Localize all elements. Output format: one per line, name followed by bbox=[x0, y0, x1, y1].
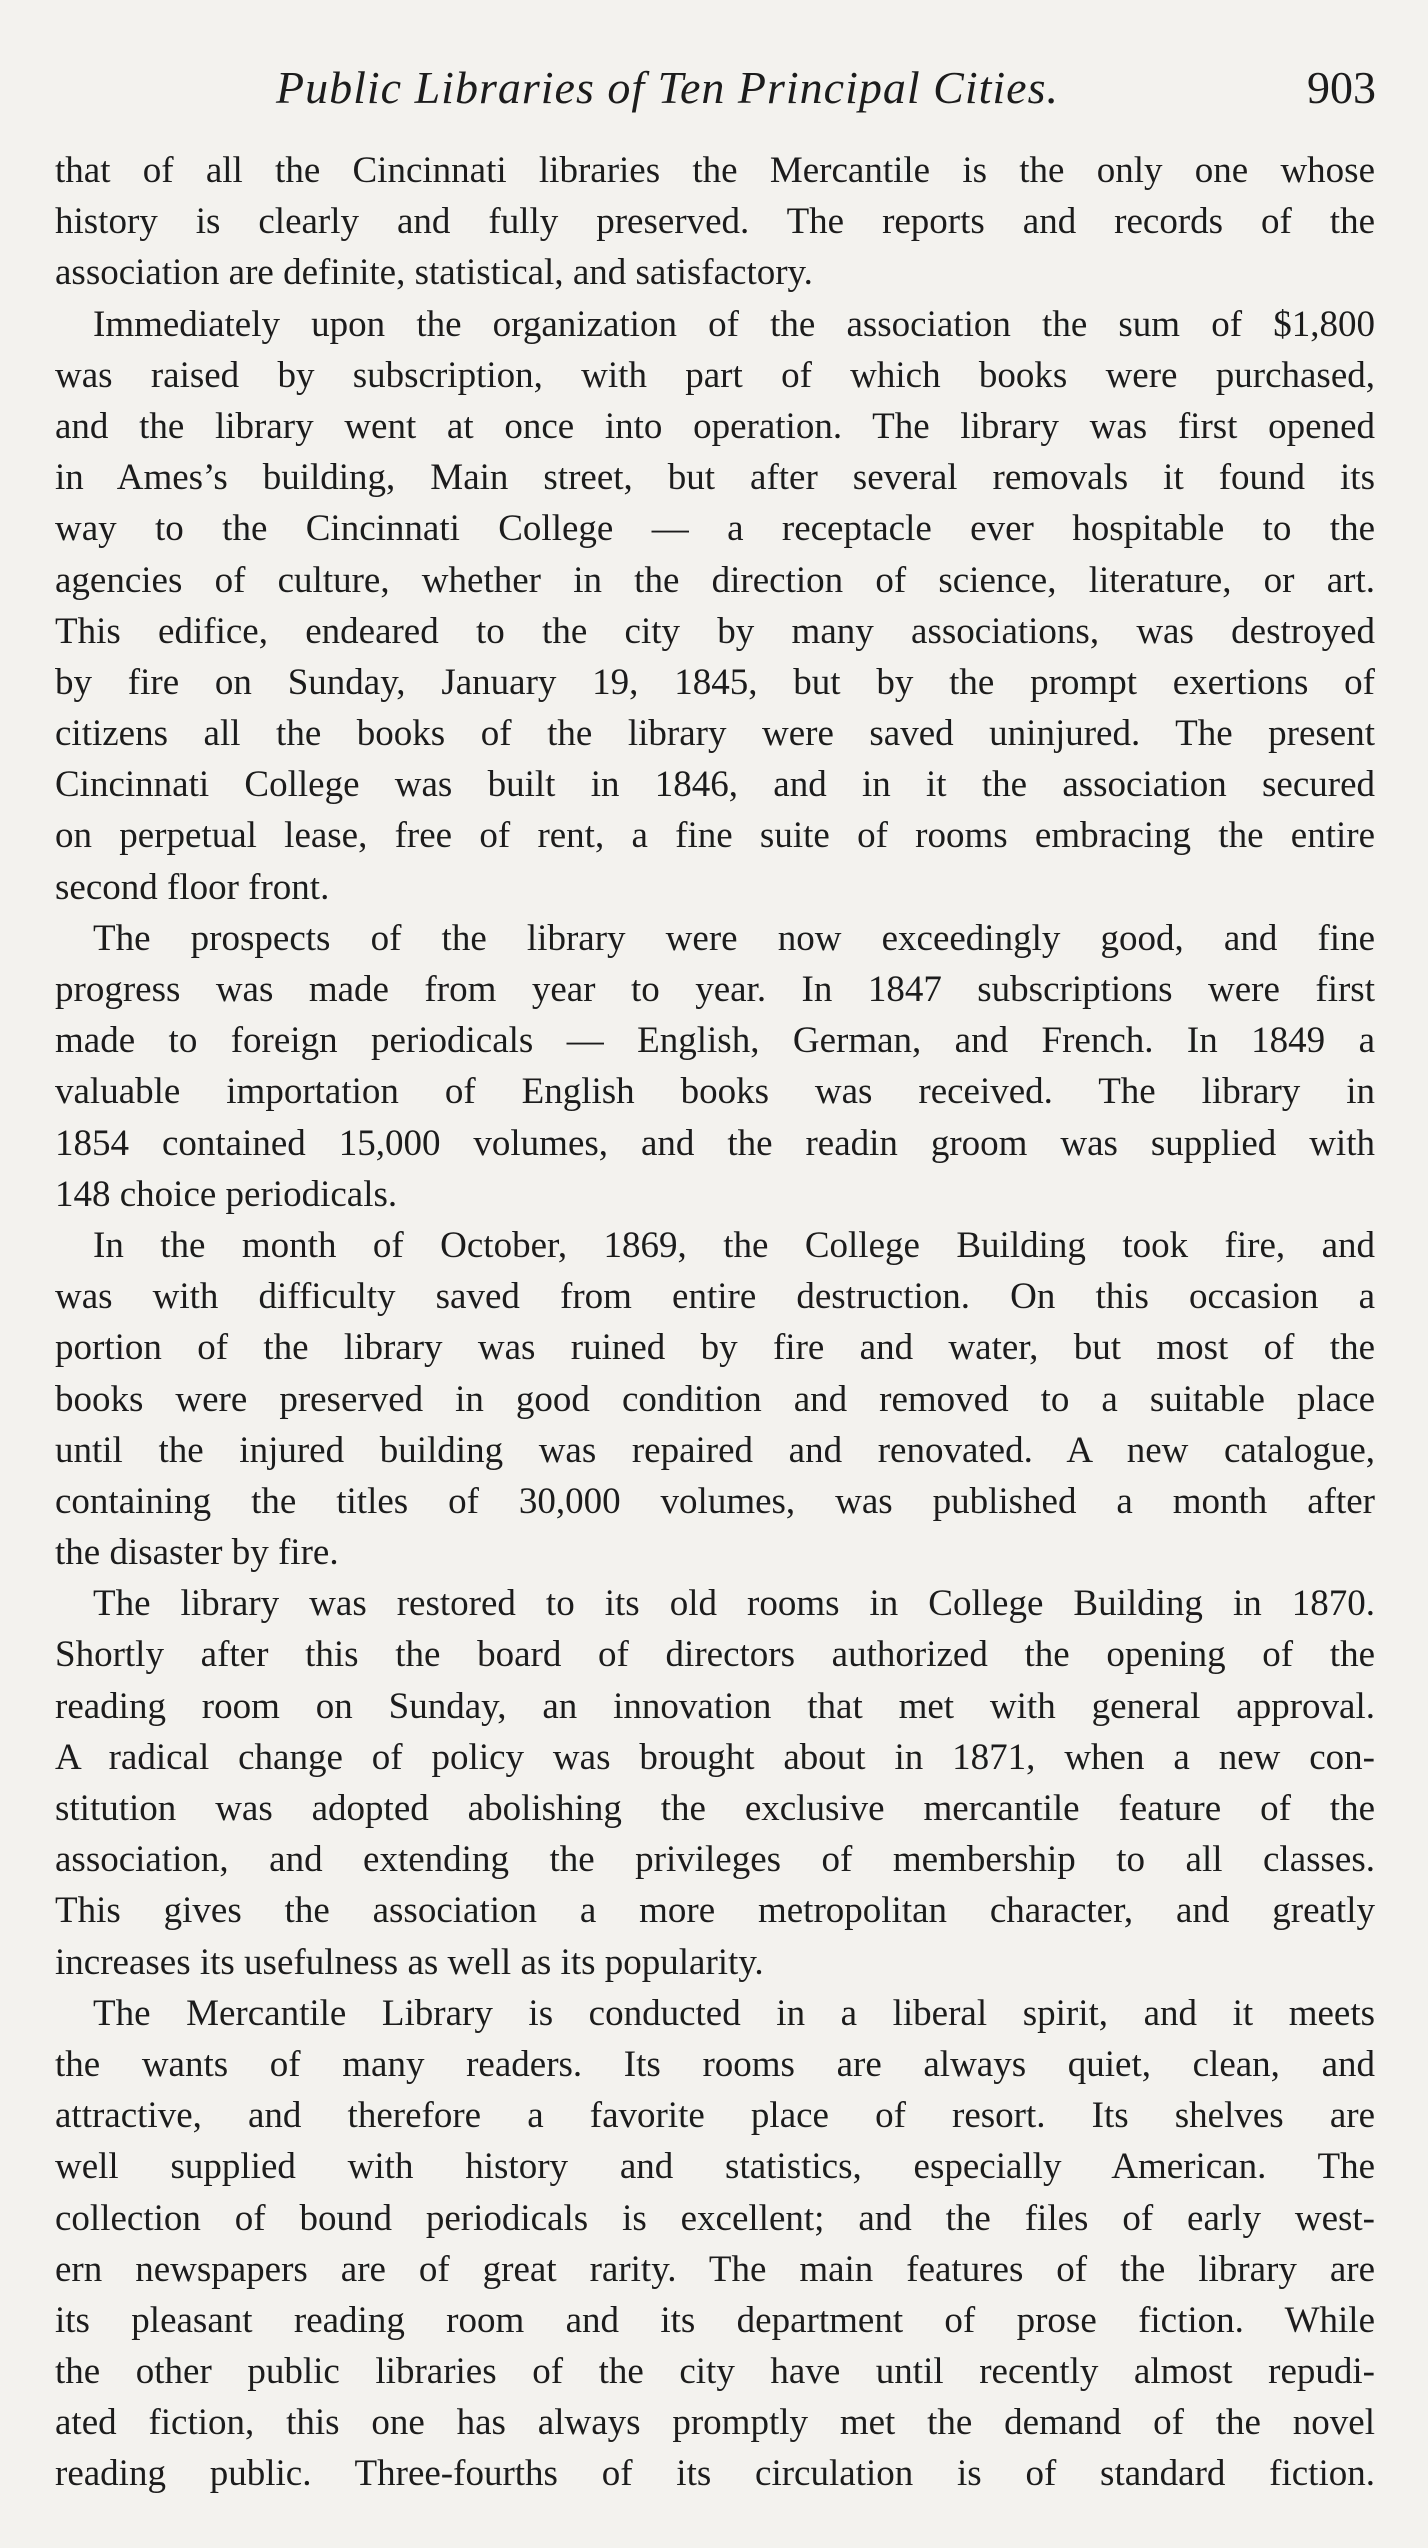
text-line: books were preserved in good condition and removed to a suitable place bbox=[55, 1378, 1375, 1420]
text-line: valuable importation of English books was received. The library in bbox=[55, 1071, 1375, 1113]
text-line: Immediately upon the organization of the association the sum of $1,800 bbox=[93, 303, 1375, 345]
text-line: reading room on Sunday, an innovation that met with general approval. bbox=[55, 1685, 1375, 1727]
text-line: association, and extending the privileges of membership to all classes. bbox=[55, 1839, 1375, 1881]
text-line: was raised by subscription, with part of which books were purchased, bbox=[55, 354, 1375, 396]
text-line: In the month of October, 1869, the College Building took fire, and bbox=[93, 1224, 1375, 1266]
text-line: in Ames’s building, Main street, but after several removals it found its bbox=[55, 457, 1375, 499]
paragraph-3 bbox=[55, 913, 1375, 1220]
text-line: The prospects of the library were now exceedingly good, and fine bbox=[93, 917, 1375, 959]
text-line: reading public. Three-fourths of its circulation is of standard fiction. bbox=[55, 2453, 1375, 2495]
text-line: the other public libraries of the city have until recently almost repudi- bbox=[55, 2351, 1375, 2393]
text-line: way to the Cincinnati College — a receptacle ever hospitable to the bbox=[55, 508, 1375, 550]
text-line: A radical change of policy was brought about in 1871, when a new con- bbox=[55, 1736, 1375, 1778]
text-line: This edifice, endeared to the city by many associations, was destroyed bbox=[55, 610, 1375, 652]
text-line: that of all the Cincinnati libraries the Mercantile is the only one whose bbox=[55, 150, 1375, 191]
text-line: The library was restored to its old rooms in College Building in 1870. bbox=[93, 1583, 1375, 1625]
text-line: containing the titles of 30,000 volumes, was published a month after bbox=[55, 1480, 1375, 1522]
running-title: Public Libraries of Ten Principal Cities. bbox=[276, 62, 1059, 113]
text-line: 1854 contained 15,000 volumes, and the readin groom was supplied with bbox=[55, 1122, 1375, 1164]
text-line: the wants of many readers. Its rooms are always quiet, clean, and bbox=[55, 2043, 1375, 2085]
text-line: collection of bound periodicals is excellent; and the files of early west- bbox=[55, 2197, 1375, 2239]
text-line: until the injured building was repaired and renovated. A new catalogue, bbox=[55, 1429, 1375, 1471]
text-line: Shortly after this the board of directors authorized the opening of the bbox=[55, 1634, 1375, 1676]
text-line: well supplied with history and statistics, especially American. The bbox=[55, 2146, 1375, 2188]
text-line: by fire on Sunday, January 19, 1845, but by the prompt exertions of bbox=[55, 661, 1375, 703]
text-line: was with difficulty saved from entire destruction. On this occasion a bbox=[55, 1276, 1375, 1318]
text-line: portion of the library was ruined by fire and water, but most of the bbox=[55, 1327, 1375, 1369]
text-line: history is clearly and fully preserved. The reports and records of the bbox=[55, 201, 1375, 243]
text-line: agencies of culture, whether in the direction of science, literature, or art. bbox=[55, 559, 1375, 601]
paragraph-4 bbox=[55, 1220, 1375, 1578]
paragraph-6 bbox=[55, 1988, 1375, 2500]
paragraph-2 bbox=[55, 299, 1375, 913]
text-line: citizens all the books of the library were saved uninjured. The present bbox=[55, 713, 1375, 755]
text-line: second floor front. bbox=[55, 866, 330, 908]
body-text bbox=[55, 145, 1375, 2500]
paragraph-5 bbox=[55, 1578, 1375, 1988]
text-line: the disaster by fire. bbox=[55, 1532, 339, 1574]
text-line: Cincinnati College was built in 1846, and in it the association secured bbox=[55, 764, 1375, 806]
paragraph-1 bbox=[55, 145, 1375, 299]
text-line: The Mercantile Library is conducted in a liberal spirit, and it meets bbox=[93, 1992, 1375, 2034]
text-line: stitution was adopted abolishing the exclusive mercantile feature of the bbox=[55, 1788, 1375, 1829]
text-line: ern newspapers are of great rarity. The main features of the library are bbox=[55, 2248, 1375, 2290]
text-line: made to foreign periodicals — English, German, and French. In 1849 a bbox=[55, 1020, 1375, 1062]
running-head bbox=[276, 58, 1376, 118]
text-line: This gives the association a more metropolitan character, and greatly bbox=[55, 1890, 1375, 1932]
text-line: attractive, and therefore a favorite place of resort. Its shelves are bbox=[55, 2095, 1375, 2137]
text-line: increases its usefulness as well as its popularity. bbox=[55, 1941, 764, 1983]
text-line: 148 choice periodicals. bbox=[55, 1173, 398, 1215]
text-line: its pleasant reading room and its department of prose fiction. While bbox=[55, 2299, 1375, 2341]
page-number: 903 bbox=[1307, 62, 1376, 113]
text-line: and the library went at once into operation. The library was first opened bbox=[55, 405, 1375, 447]
text-line: association are definite, statistical, and satisfactory. bbox=[55, 252, 813, 294]
text-line: on perpetual lease, free of rent, a fine suite of rooms embracing the entire bbox=[55, 815, 1375, 857]
text-line: ated fiction, this one has always promptly met the demand of the novel bbox=[55, 2402, 1375, 2444]
text-line: progress was made from year to year. In 1847 subscriptions were first bbox=[55, 969, 1375, 1010]
